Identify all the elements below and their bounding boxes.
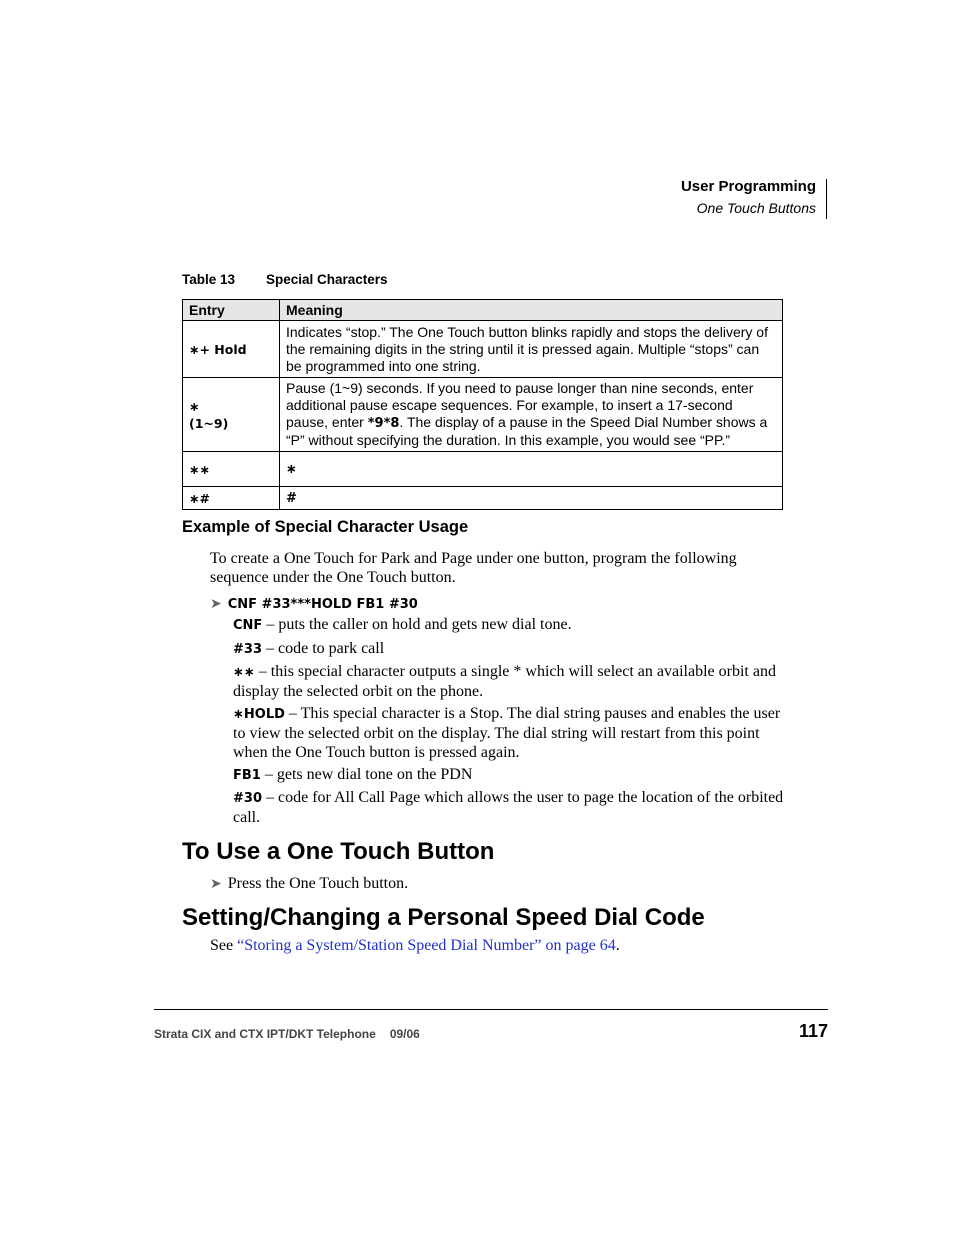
- table-row: [183, 378, 783, 452]
- code-text: #30: [233, 791, 262, 806]
- example-item: #30 – code for All Call Page which allows the user to page the location of the orbited call.: [233, 789, 784, 826]
- code-text: #33: [233, 642, 262, 657]
- use-step: ➤ Press the One Touch button.: [210, 875, 409, 892]
- example-item: ∗∗ – this special character outputs a single * which will select an available orbit and display the selected orbit on the phone.: [233, 663, 776, 700]
- use-heading: To Use a One Touch Button: [182, 838, 495, 865]
- example-item: #33 – code to park call: [233, 640, 385, 657]
- cross-reference-link[interactable]: “Storing a System/Station Speed Dial Number” on page 64: [237, 937, 616, 954]
- right-arrow-icon: ➤: [210, 597, 222, 612]
- meaning-cell: #: [280, 487, 783, 510]
- column-header-meaning: Meaning: [280, 300, 783, 321]
- column-header-entry: Entry: [183, 300, 280, 321]
- entry-cell: ∗∗: [183, 452, 280, 487]
- table-number: Table 13: [182, 272, 236, 287]
- right-arrow-icon: ➤: [210, 877, 222, 892]
- code-text: ∗HOLD: [233, 707, 285, 722]
- example-item: FB1 – gets new dial tone on the PDN: [233, 766, 473, 783]
- speed-dial-heading: Setting/Changing a Personal Speed Dial Code: [182, 904, 705, 931]
- example-step: ➤ CNF #33***HOLD FB1 #30: [210, 597, 418, 612]
- table-title: Special Characters: [266, 272, 388, 287]
- code-text: FB1: [233, 768, 261, 783]
- example-item: ∗HOLD – This special character is a Stop. The dial string pauses and enables the user to view the selected orbit on the display. The dial string will restart from this point when the One Touch button is pressed again.: [233, 705, 781, 761]
- code-text: ∗∗: [233, 665, 255, 680]
- see-reference: See “Storing a System/Station Speed Dial Number” on page 64.: [210, 937, 620, 954]
- example-intro: To create a One Touch for Park and Page under one button, program the following sequence under the One Touch button.: [210, 550, 737, 586]
- subsection-title: One Touch Buttons: [696, 200, 816, 216]
- meaning-cell: Pause (1~9) seconds. If you need to pause longer than nine seconds, enter additional pause escape sequences. For example, to insert a 17-second pause, enter *9*8. The display of a pause in the Speed Dial Number shows a “P” without specifying the duration. In this example, you would see “PP.”: [280, 378, 783, 452]
- table-row: [183, 321, 783, 378]
- footer-title: Strata CIX and CTX IPT/DKT Telephone 09/06: [154, 1027, 420, 1041]
- code-text: *9*8: [367, 416, 400, 431]
- footer-rule: [154, 1009, 828, 1010]
- table-caption: [182, 272, 388, 287]
- entry-cell: ∗ (1~9): [183, 378, 280, 452]
- meaning-cell: ∗: [280, 452, 783, 487]
- special-characters-table: [182, 299, 783, 510]
- header-rule: [826, 179, 827, 219]
- table-row: [183, 487, 783, 510]
- running-header: [681, 176, 816, 218]
- table-header-row: [183, 300, 783, 321]
- meaning-cell: Indicates “stop.” The One Touch button blinks rapidly and stops the delivery of the remaining digits in the string until it is pressed again. Multiple “stops” can be programmed into one string.: [280, 321, 783, 378]
- example-heading: Example of Special Character Usage: [182, 518, 469, 536]
- code-text: CNF: [233, 618, 263, 633]
- table-row: [183, 452, 783, 487]
- entry-cell: ∗#: [183, 487, 280, 510]
- footer-date: 09/06: [389, 1027, 420, 1041]
- example-item: CNF – puts the caller on hold and gets new dial tone.: [233, 616, 572, 633]
- page-number: 117: [798, 1021, 828, 1041]
- entry-cell: ∗+ Hold: [183, 321, 280, 378]
- section-title: User Programming: [680, 178, 816, 195]
